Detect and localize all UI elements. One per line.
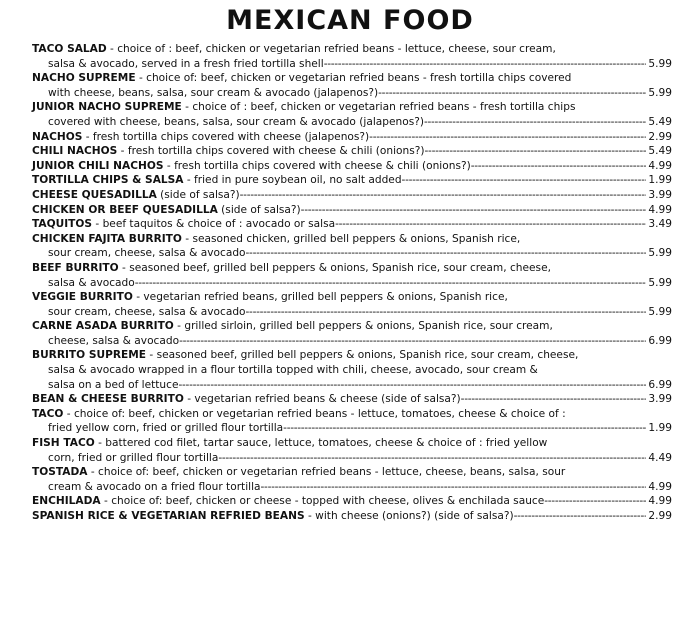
menu-item-description: - vegetarian refried beans & cheese (side of salsa?) [183,393,461,406]
menu-item-text [32,436,547,451]
menu-item-line [32,392,672,407]
menu-items [0,42,700,524]
menu-item-text [48,86,378,101]
menu-item-text [32,261,551,276]
menu-item-price: 4.49 [648,451,672,464]
menu-item-description: - choice of: beef, chicken or vegetarian refried beans - fresh tortilla chips covered [135,72,572,85]
menu-item [32,319,672,348]
menu-item-price: 2.99 [648,510,672,522]
menu-item-price: 5.99 [648,276,672,289]
dot-leader [324,57,647,72]
menu-item-text [32,407,566,422]
menu-item-text [32,100,576,115]
menu-item-text [32,290,508,305]
menu-item-line [32,115,672,130]
dot-leader [179,334,646,349]
menu-item-line [32,232,672,247]
menu-item-description: - beef taquitos & choice of : avocado or salsa [92,218,336,231]
menu-item [32,144,672,159]
dot-leader [335,217,646,232]
dot-leader [378,86,646,101]
dot-leader [246,246,647,261]
menu-item-name: ENCHILADA [32,495,101,508]
dot-leader [240,188,647,203]
menu-item-text [32,509,514,524]
menu-item-price: 5.99 [648,86,672,99]
menu-item-line [32,71,672,86]
menu-item [32,173,672,188]
menu-item-price: 4.99 [648,203,672,216]
menu-item-description: - choice of: beef, chicken or cheese - topped with cheese, olives & enchilada sauce [100,495,545,508]
dot-leader [369,130,646,145]
menu-item-name: BEEF BURRITO [32,261,119,274]
menu-item-text [32,188,240,203]
menu-item-text [32,159,471,174]
menu-item-text [32,203,301,218]
menu-item-description: corn, fried or grilled flour tortilla [48,451,219,464]
menu-item-name: CHICKEN FAJITA BURRITO [32,232,182,245]
menu-item-line [32,217,672,232]
dot-leader [301,203,647,218]
menu-item-name: JUNIOR NACHO SUPREME [32,101,182,114]
menu-item-line [32,319,672,334]
menu-item-text [32,319,553,334]
menu-item-text [48,305,246,320]
menu-item [32,71,672,100]
menu-title: MEXICAN FOOD [226,5,474,36]
menu-item [32,130,672,145]
menu-item [32,436,672,465]
menu-item-text [32,494,544,509]
menu-item [32,203,672,218]
dot-leader [135,276,647,291]
menu-item-description: with cheese, beans, salsa, sour cream & avocado (jalapenos?) [48,86,379,99]
menu-item-line [32,407,672,422]
menu-item-text [32,42,556,57]
menu-item-description: fried yellow corn, fried or grilled flour tortilla [48,422,284,435]
menu-item [32,100,672,129]
menu-item-line [32,451,672,466]
menu-item-price: 2.99 [648,130,672,143]
menu-item-line [32,305,672,320]
menu-item-description: - with cheese (onions?) (side of salsa?) [304,510,514,522]
menu-item [32,392,672,407]
dot-leader [544,494,646,509]
menu-item-description: sour cream, cheese, salsa & avocado [48,305,246,318]
menu-item-description: cheese, salsa & avocado [48,334,180,347]
menu-item-line [32,188,672,203]
menu-item-line [32,363,672,378]
menu-item-description: (side of salsa?) [217,203,301,216]
menu-item-description: - seasoned beef, grilled bell peppers & onions, Spanish rice, sour cream, cheese, [118,261,551,274]
menu-item [32,290,672,319]
menu-item-text [32,392,461,407]
menu-item-text [48,363,538,378]
menu-item-description: - choice of : beef, chicken or vegetarian refried beans - fresh tortilla chips [181,101,576,114]
dot-leader [246,305,647,320]
menu-item-text [48,276,135,291]
menu-item-description: - choice of : beef, chicken or vegetarian refried beans - lettuce, cheese, sour cream, [106,43,556,55]
menu-item-name: TAQUITOS [32,218,93,231]
menu-item [32,465,672,494]
dot-leader [425,144,647,159]
menu-item [32,217,672,232]
menu-item-description: - battered cod filet, tartar sauce, lettuce, tomatoes, cheese & choice of : fried yellow [94,437,548,450]
menu-item-price: 5.99 [648,57,672,70]
menu-item-price: 3.99 [648,393,672,406]
menu-item-description: - fresh tortilla chips covered with cheese & chili (onions?) [117,145,425,158]
menu-item-price: 1.99 [648,422,672,435]
menu-item-name: SPANISH RICE & VEGETARIAN REFRIED BEANS [32,510,305,522]
menu-item-text [48,421,283,436]
menu-item-line [32,261,672,276]
dot-leader [179,378,647,393]
dot-leader [261,480,647,495]
menu-item-text [48,57,324,72]
menu-item-line [32,480,672,495]
menu-item-price: 4.99 [648,480,672,493]
menu-item-line [32,465,672,480]
menu-item-name: TACO SALAD [32,43,107,55]
menu-item-description: - grilled sirloin, grilled bell peppers & onions, Spanish rice, sour cream, [173,320,553,333]
menu-item-name: CHILI NACHOS [32,145,118,158]
menu-item-line [32,276,672,291]
menu-item-line [32,130,672,145]
menu-item-description: - fresh tortilla chips covered with cheese (jalapenos?) [82,130,370,143]
dot-leader [471,159,647,174]
menu-item-line [32,436,672,451]
dot-leader [402,173,647,188]
menu-item-text [48,378,179,393]
menu-item-line [32,42,672,57]
menu-item-line [32,348,672,363]
menu-item-text [32,71,571,86]
menu-item-text [32,465,565,480]
menu-item-line [32,246,672,261]
menu-item [32,42,672,71]
menu-item-text [32,144,425,159]
menu-item-text [48,480,261,495]
menu-item-price: 3.49 [648,218,672,231]
dot-leader [218,451,646,466]
menu-item-price: 4.99 [648,159,672,172]
menu-item-name: JUNIOR CHILI NACHOS [32,159,164,172]
menu-item-description: - fried in pure soybean oil, no salt added [183,174,402,187]
menu-item-text [32,217,335,232]
menu-item-text [48,115,424,130]
menu-item-description: - seasoned beef, grilled bell peppers & onions, Spanish rice, sour cream, cheese, [146,349,579,362]
menu-item-text [32,173,402,188]
menu-item-price: 5.49 [648,115,672,128]
menu-item-text [48,334,179,349]
menu-item-price: 4.99 [648,495,672,508]
menu-item-line [32,144,672,159]
menu-item-description: - choice of: beef, chicken or vegetarian refried beans - lettuce, tomatoes, cheese & choice of : [63,407,566,420]
menu-item-description: cream & avocado on a fried flour tortilla [48,480,261,493]
menu-item-description: salsa & avocado wrapped in a flour tortilla topped with chili, cheese, avocado, sour cream & [48,364,538,377]
dot-leader [424,115,646,130]
menu-item-text [32,348,578,363]
dot-leader [514,509,647,524]
menu-item-price: 3.99 [648,188,672,201]
menu-item-name: CHICKEN OR BEEF QUESADILLA [32,203,218,216]
menu-item-description: salsa & avocado [48,276,135,289]
menu-item-description: sour cream, cheese, salsa & avocado [48,247,246,260]
menu-item-description: - seasoned chicken, grilled bell peppers & onions, Spanish rice, [181,232,521,245]
menu-item-price: 5.99 [648,305,672,318]
menu-item-text [48,246,246,261]
menu-item-line [32,57,672,72]
menu-item-line [32,378,672,393]
menu-item-line [32,173,672,188]
menu-item-line [32,421,672,436]
menu-item-description: salsa & avocado, served in a fresh fried tortilla shell [48,57,324,70]
menu-item-text [32,232,520,247]
menu-item-description: - vegetarian refried beans, grilled bell peppers & onions, Spanish rice, [132,291,508,304]
menu-item [32,407,672,436]
menu-item-line [32,159,672,174]
menu-item-text [48,451,218,466]
menu-item [32,159,672,174]
menu-item-line [32,100,672,115]
menu-item [32,348,672,392]
menu-item [32,494,672,509]
menu-item-description: - choice of: beef, chicken or vegetarian refried beans - lettuce, cheese, beans, salsa, sour [87,466,566,479]
menu-item-text [32,130,369,145]
menu-item-name: BURRITO SUPREME [32,349,147,362]
menu-item-name: TORTILLA CHIPS & SALSA [32,174,184,187]
menu-item-price: 1.99 [648,174,672,187]
menu-item-line [32,203,672,218]
menu-item-line [32,290,672,305]
menu-item-price: 6.99 [648,334,672,347]
dot-leader [283,421,646,436]
menu-item-name: CHEESE QUESADILLA [32,188,157,201]
menu-item-name: TACO [32,407,64,420]
menu-item-description: (side of salsa?) [156,188,240,201]
menu-item-name: TOSTADA [32,466,88,479]
menu-item [32,509,672,524]
dot-leader [461,392,647,407]
menu-item [32,232,672,261]
menu-item-line [32,509,672,524]
menu-item-name: FISH TACO [32,437,95,450]
menu-item-name: NACHO SUPREME [32,72,136,85]
menu-item [32,188,672,203]
menu-item-name: NACHOS [32,130,83,143]
menu-item-line [32,86,672,101]
menu-item-description: salsa on a bed of lettuce [48,378,179,391]
menu-item-description: covered with cheese, beans, salsa, sour cream & avocado (jalapenos?) [48,115,424,128]
menu-item-price: 5.49 [648,145,672,158]
menu-item-line [32,494,672,509]
menu-item-name: BEAN & CHEESE BURRITO [32,393,184,406]
menu-item-name: VEGGIE BURRITO [32,291,133,304]
menu-item [32,261,672,290]
menu-item-description: - fresh tortilla chips covered with cheese & chili (onions?) [163,159,471,172]
menu-item-line [32,334,672,349]
menu-item-name: CARNE ASADA BURRITO [32,320,174,333]
menu-item-price: 5.99 [648,247,672,260]
menu-item-price: 6.99 [648,378,672,391]
